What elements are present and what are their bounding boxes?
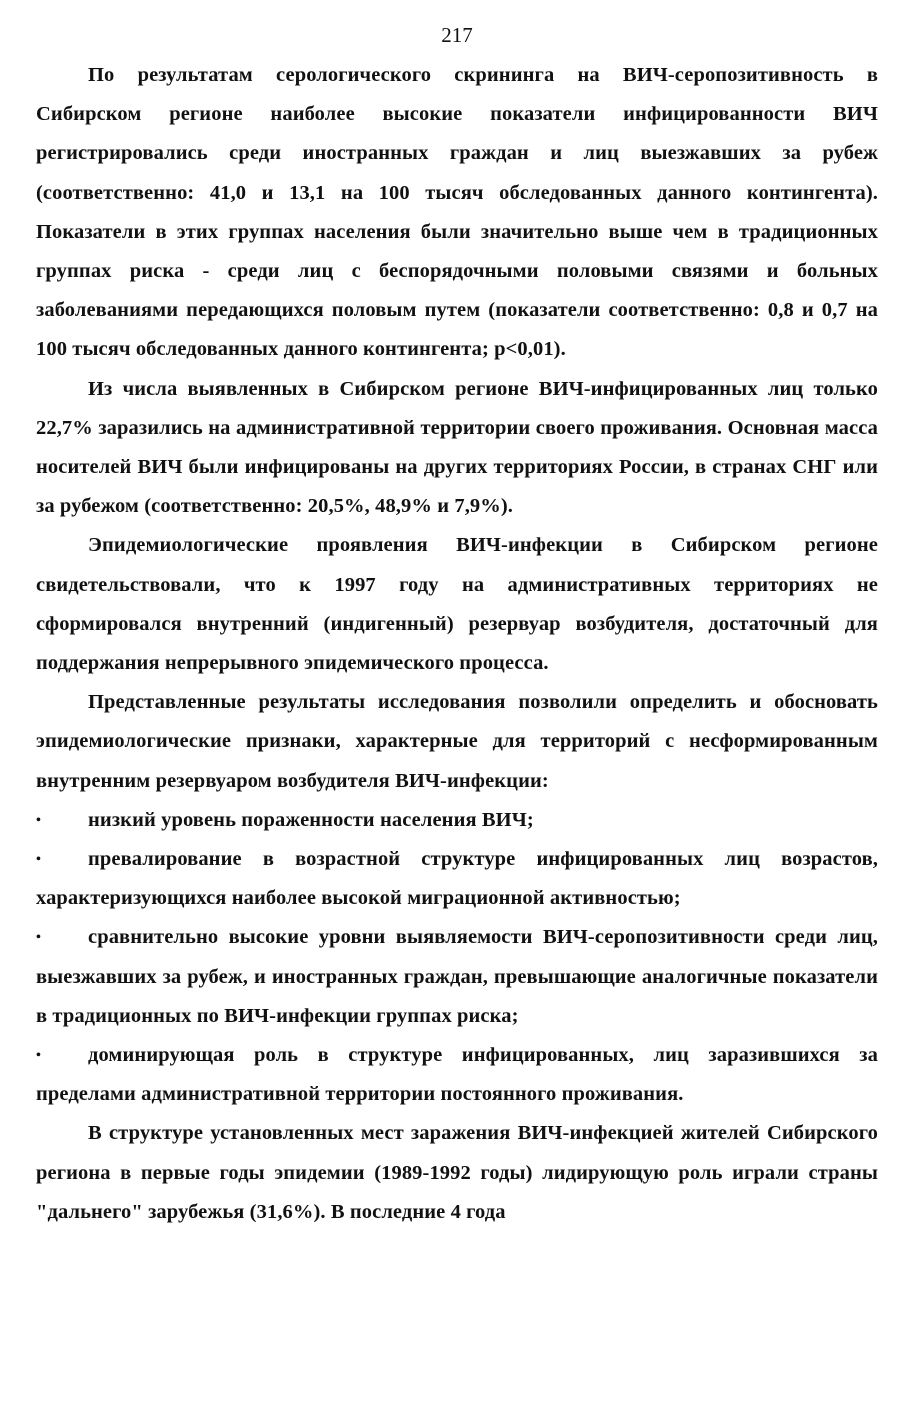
- list-item: [36, 1036, 878, 1114]
- document-page: [36, 18, 878, 1232]
- paragraph-screening-results: По результатам серологического скрининга на ВИЧ-серопозитивность в Сибирском регионе наиболее высокие показатели инфицированности ВИЧ регистрировались среди иностранных граждан и лиц выезжавших за рубеж (соответственно: 41,0 и 13,1 на 100 тысяч обследованных данного контингента). Показатели в этих группах населения были значительно выше чем в традиционных группах риска - среди лиц с беспорядочными половыми связями и больных заболеваниями передающихся половым путем (показатели соответственно: 0,8 и 0,7 на 100 тысяч обследованных данного контингента; p<0,01).: [36, 64, 878, 361]
- paragraph-infection-places: В структуре установленных мест заражения ВИЧ-инфекцией жителей Сибирского региона в первые годы эпидемии (1989-1992 годы) лидирующую роль играли страны "дальнего" зарубежья (31,6%). В последние 4 года: [36, 1122, 878, 1223]
- paragraph-epidemic-manifestations: Эпидемиологические проявления ВИЧ-инфекции в Сибирском регионе свидетельствовали, что к 1997 году на административных территориях не сформировался внутренний (индигенный) резервуар возбудителя, достаточный для поддержания непрерывного эпидемического процесса.: [36, 534, 878, 675]
- bullet-marker: •: [36, 812, 42, 828]
- page-number: 217: [441, 23, 473, 47]
- bullet-marker: •: [36, 930, 42, 946]
- list-item: [36, 840, 878, 918]
- list-item-text: низкий уровень пораженности населения ВИЧ;: [88, 808, 534, 831]
- list-item-text: доминирующая роль в структуре инфицированных, лиц заразившихся за пределами административной территории постоянного проживания.: [36, 1044, 878, 1106]
- list-item-text: превалирование в возрастной структуре инфицированных лиц возрастов, характеризующихся наиболее высокой миграционной активностью;: [36, 848, 878, 910]
- paragraph-epidemiological-signs-intro: Представленные результаты исследования позволили определить и обосновать эпидемиологические признаки, характерные для территорий с несформированным внутренним резервуаром возбудителя ВИЧ-инфекции:: [36, 691, 878, 792]
- bullet-marker: •: [36, 852, 42, 868]
- bullet-marker: •: [36, 1048, 42, 1064]
- list-item: [36, 801, 878, 840]
- list-item-text: сравнительно высокие уровни выявляемости ВИЧ-серопозитивности среди лиц, выезжавших за рубеж, и иностранных граждан, превышающие аналогичные показатели в традиционных по ВИЧ-инфекции группах риска;: [36, 926, 878, 1027]
- paragraph-infection-origin: Из числа выявленных в Сибирском регионе ВИЧ-инфицированных лиц только 22,7% заразились на административной территории своего проживания. Основная масса носителей ВИЧ были инфицированы на других территориях России, в странах СНГ или за рубежом (соответственно: 20,5%, 48,9% и 7,9%).: [36, 377, 878, 518]
- list-item: [36, 918, 878, 1036]
- epidemiological-signs-list: [36, 801, 878, 1115]
